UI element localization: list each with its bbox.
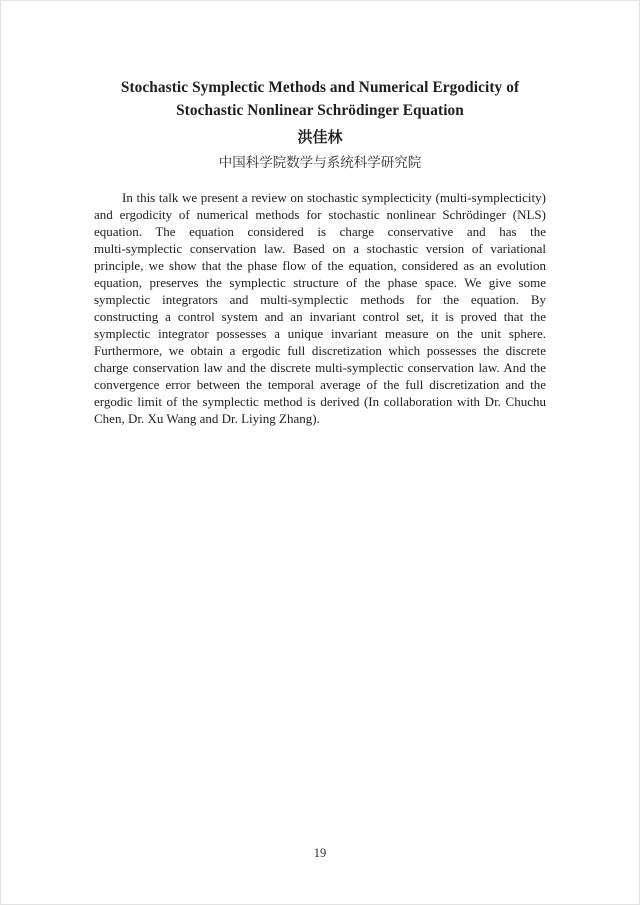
abstract-line: constructing a control system and an invariant control set, it is proved that the bbox=[94, 309, 546, 324]
author-affiliation: 中国科学院数学与系统科学研究院 bbox=[218, 155, 422, 170]
abstract-line: In this talk we present a review on stochastic symplecticity (multi-symplecticity) bbox=[122, 190, 546, 205]
title-line-1: Stochastic Symplectic Methods and Numerical Ergodicity of bbox=[120, 79, 520, 96]
abstract-line: ergodic limit of the symplectic method is derived (In collaboration with Dr. Chuchu bbox=[94, 394, 546, 409]
document-title bbox=[0, 76, 640, 122]
page-number: 19 bbox=[313, 846, 327, 860]
abstract-line: and ergodicity of numerical methods for stochastic nonlinear Schrödinger (NLS) bbox=[94, 207, 546, 222]
abstract-line: equation. The equation considered is charge conservative and has the bbox=[94, 224, 546, 239]
abstract-line: Furthermore, we obtain a ergodic full discretization which possesses the discrete bbox=[94, 343, 546, 358]
abstract-line: charge conservation law and the discrete multi-symplectic conservation law. And the bbox=[94, 360, 546, 375]
abstract-line: principle, we show that the phase flow of the equation, considered as an evolution bbox=[94, 258, 546, 273]
title-line-2: Stochastic Nonlinear Schrödinger Equation bbox=[176, 102, 464, 119]
abstract-line: symplectic integrators and multi-symplectic methods for the equation. By bbox=[94, 292, 546, 307]
abstract-line: multi-symplectic conservation law. Based on a stochastic version of variational bbox=[94, 241, 546, 256]
abstract-line: convergence error between the temporal average of the full discretization and the bbox=[94, 377, 546, 392]
abstract-line: symplectic integrator possesses a unique invariant measure on the unit sphere. bbox=[94, 326, 546, 341]
abstract-line: Chen, Dr. Xu Wang and Dr. Liying Zhang). bbox=[94, 411, 320, 426]
abstract-line: equation, preserves the symplectic structure of the phase space. We give some bbox=[94, 275, 546, 290]
abstract-paragraph bbox=[94, 189, 546, 427]
author-name: 洪佳林 bbox=[297, 130, 343, 146]
